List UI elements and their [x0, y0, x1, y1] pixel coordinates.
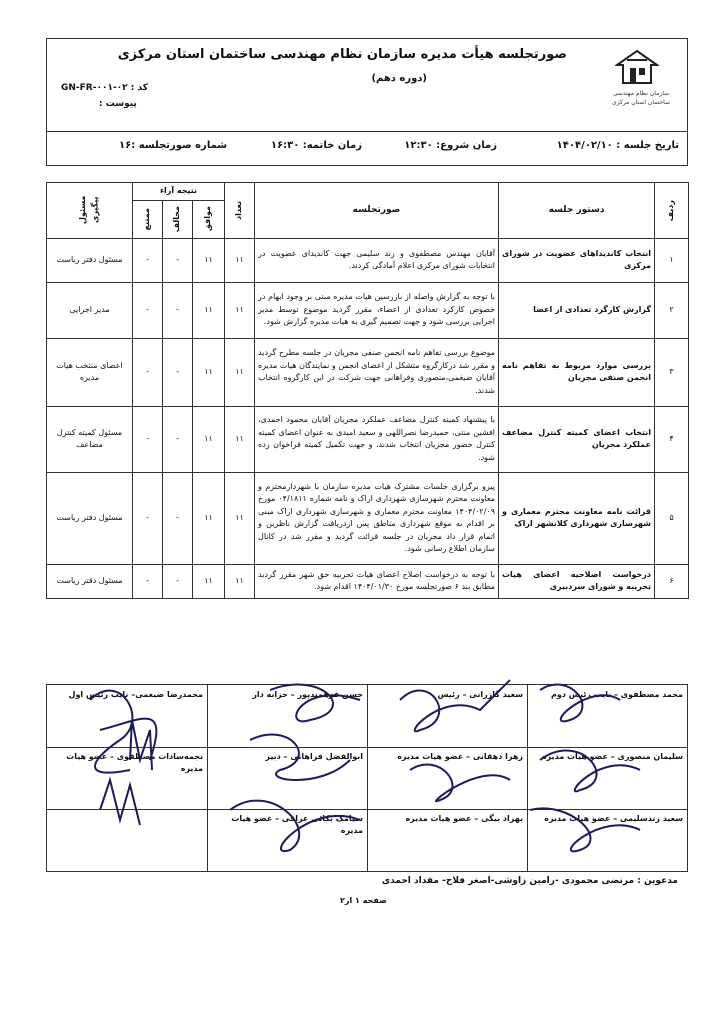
- row-number: ۱: [655, 238, 689, 282]
- responsible-party: مسئول دفتر ریاست: [47, 238, 133, 282]
- end-time: زمان خاتمه: ۱۶:۳۰: [270, 140, 362, 151]
- minutes-text: آقایان مهندس مصطفوی و زند سلیمی جهت کاندیدای عضویت در انتخابات شورای مرکزی اعلام آمادگی کردند.: [255, 238, 499, 282]
- signatory-name: محمدرضا ضیغمی– نایب رئیس اول: [68, 690, 203, 699]
- document-header: [46, 38, 688, 166]
- invited-guests: مدعوین : مرتضی محمودی -رامین زاوشی-اصغر فلاح- مقداد احمدی: [381, 876, 678, 886]
- table-row: [47, 238, 689, 282]
- vote-abstain: -: [133, 282, 163, 338]
- col-abstain-header: ممتنع: [133, 200, 163, 238]
- row-number: ۲: [655, 282, 689, 338]
- session-date: تاریخ جلسه : ۱۴۰۴/۰۲/۱۰: [556, 140, 679, 151]
- signature-row: [47, 685, 687, 748]
- vote-disagree: -: [163, 238, 193, 282]
- signatory-name: سلیمان منصوری – عضو هیات مدیره: [527, 747, 687, 809]
- row-number: ۴: [655, 406, 689, 472]
- col-votes-header: نتیجه آراء: [133, 183, 225, 201]
- minutes-text: موضوع بررسی تفاهم نامه انجمن صنفی مجریان در جلسه مطرح گردید و مقرر شد درکارگروه متشکل از اعضای انجمن و نمایندگان هیات مدیره آقایان ضیغمی،منصوری وفراهانی جهت شرکت در این کارگروه انتخاب شدند.: [255, 338, 499, 406]
- minutes-text: با توجه به گزارش واصله از بازرسین هیات مدیره مبنی بر وجود ابهام در خصوص کارکرد تعدادی از اعضاء، مقرر گردید موضوع توسط مدیر اجرایی بررسی شود و جهت تصمیم گیری به هیات مدیره گزارش شود.: [255, 282, 499, 338]
- responsible-party: مدیر اجرایی: [47, 282, 133, 338]
- vote-disagree: -: [163, 338, 193, 406]
- header-divider: [47, 131, 687, 132]
- vote-abstain: -: [133, 406, 163, 472]
- agenda-item: انتخاب اعضای کمیته کنترل مضاعف عملکرد مجریان: [499, 406, 655, 472]
- signatory-name: بهزاد بیگی – عضو هیات مدیره: [367, 809, 527, 871]
- col-disagree-header: مخالف: [163, 200, 193, 238]
- building-logo-icon: [615, 49, 659, 85]
- member-count: ۱۱: [225, 472, 255, 564]
- responsible-party: مسئول کمیته کنترل مضاعف: [47, 406, 133, 472]
- vote-disagree: -: [163, 282, 193, 338]
- signature-block: [46, 684, 688, 872]
- member-count: ۱۱: [225, 338, 255, 406]
- col-row-header: ردیف: [655, 183, 689, 239]
- signatory-name: نجمه‌سادات مصطفوی – عضو هیات مدیره: [66, 752, 203, 773]
- row-number: ۶: [655, 564, 689, 598]
- member-count: ۱۱: [225, 282, 255, 338]
- col-count-header: تعداد: [225, 183, 255, 239]
- vote-disagree: -: [163, 564, 193, 598]
- agenda-item: درخواست اصلاحیه اعضای هیات تجریبه و شورای سردبیری: [499, 564, 655, 598]
- minutes-number: شماره صورتجلسه :۱۶: [119, 140, 228, 151]
- minutes-text: با توجه به درخواست اصلاح اعضای هیات تجربیه حق شهر مقرر گردید مطابق بند ۶ صورتجلسه مورخ ۱۴۰۴/۰۱/۳۰ اقدام شود.: [255, 564, 499, 598]
- signatory-name: حسن فرهمندپور – خزانه دار: [207, 685, 367, 747]
- responsible-party: مسئول دفتر ریاست: [47, 564, 133, 598]
- responsible-party: اعضای منتخب هیات مدیره: [47, 338, 133, 406]
- vote-disagree: -: [163, 472, 193, 564]
- vote-agree: ۱۱: [193, 406, 225, 472]
- col-agenda-header: دستور جلسه: [499, 183, 655, 239]
- signatory-name: محمد مصطفوی – نایب رئیس دوم: [527, 685, 687, 747]
- signatory-name: سیامک بکائی عراقی – عضو هیات مدیره: [207, 809, 367, 871]
- vote-agree: ۱۱: [193, 472, 225, 564]
- signature-row: [47, 747, 687, 810]
- col-agree-header: موافق: [193, 200, 225, 238]
- member-count: ۱۱: [225, 564, 255, 598]
- minutes-text: پیرو برگزاری جلسات مشترک هیات مدیره سازمان با شهردارمحترم و معاونت محترم شهرسازی شهرداری اراک و نامه شماره ۰۴/۱۸۱۱ مورخ ۱۴۰۴/۰۲/۰۹ معاونت محترم معماری و شهرسازی شهرداری اراک مبنی بر اقدام به موقع شهرداری مناطق پس ازدریافت گزارش ناظرین و اتمام قرار داد مجریان در جلسه قرائت گردید و مقرر شد در کانال سازمان اطلاع رسانی شود.: [255, 472, 499, 564]
- signatory-name: زهرا دهقانی – عضو هیات مدیره: [367, 747, 527, 809]
- row-number: ۵: [655, 472, 689, 564]
- vote-agree: ۱۱: [193, 338, 225, 406]
- document-subtitle: (دوره دهم): [371, 73, 427, 84]
- document-title: صورتجلسه هیأت مدیره سازمان نظام مهندسی ساختمان استان مرکزی: [117, 47, 567, 62]
- col-minutes-header: صورتجلسه: [255, 183, 499, 239]
- signature-row: [47, 809, 687, 871]
- table-row: [47, 472, 689, 564]
- signatory-name: سعید گازرانی – رئیس: [367, 685, 527, 747]
- table-row: [47, 406, 689, 472]
- vote-agree: ۱۱: [193, 238, 225, 282]
- vote-agree: ۱۱: [193, 564, 225, 598]
- signatory-name: سعید زندسلیمی – عضو هیات مدیره: [527, 809, 687, 871]
- signatory-name: [47, 809, 207, 871]
- signatory-name: ابوالفضل فراهانی – دبیر: [207, 747, 367, 809]
- organization-logo: [603, 45, 679, 125]
- form-code: کد : GN-FR-۰۰۱-۰۲: [61, 83, 148, 93]
- table-row: [47, 564, 689, 598]
- responsible-party: مسئول دفتر ریاست: [47, 472, 133, 564]
- member-count: ۱۱: [225, 406, 255, 472]
- agenda-item: انتخاب کاندیداهای عضویت در شورای مرکزی: [499, 238, 655, 282]
- vote-disagree: -: [163, 406, 193, 472]
- table-row: [47, 282, 689, 338]
- member-count: ۱۱: [225, 238, 255, 282]
- attachment-label: پیوست :: [99, 99, 137, 109]
- agenda-item: بررسی موارد مربوط به تفاهم نامه انجمن صنفی مجریان: [499, 338, 655, 406]
- vote-abstain: -: [133, 472, 163, 564]
- agenda-item: گزارش کارگرد تعدادی از اعضا: [499, 282, 655, 338]
- agenda-item: قرائت نامه معاونت محترم معماری و شهرسازی شهرداری کلانشهر اراک: [499, 472, 655, 564]
- minutes-text: با پیشنهاد کمیته کنترل مضاعف عملکرد مجریان آقایان محمود احمدی، افشین منتی، حمیدرضا نصراللهی و سعید امیدی به عنوان اعضای کمیته کنترل حضور مجریان انتخاب شدند، و جهت تکمیل کمیته فراخوان زده شود.: [255, 406, 499, 472]
- minutes-table: [46, 182, 689, 599]
- table-row: [47, 338, 689, 406]
- vote-abstain: -: [133, 338, 163, 406]
- start-time: زمان شروع: ۱۲:۳۰: [404, 140, 497, 151]
- vote-abstain: -: [133, 238, 163, 282]
- col-responsible-header: مسئول پیگیری: [47, 183, 133, 239]
- page-number: صفحه ۱ از۲: [340, 896, 387, 905]
- row-number: ۳: [655, 338, 689, 406]
- vote-agree: ۱۱: [193, 282, 225, 338]
- logo-text: سازمان نظام مهندسی ساختمان استان مرکزی: [611, 90, 671, 106]
- vote-abstain: -: [133, 564, 163, 598]
